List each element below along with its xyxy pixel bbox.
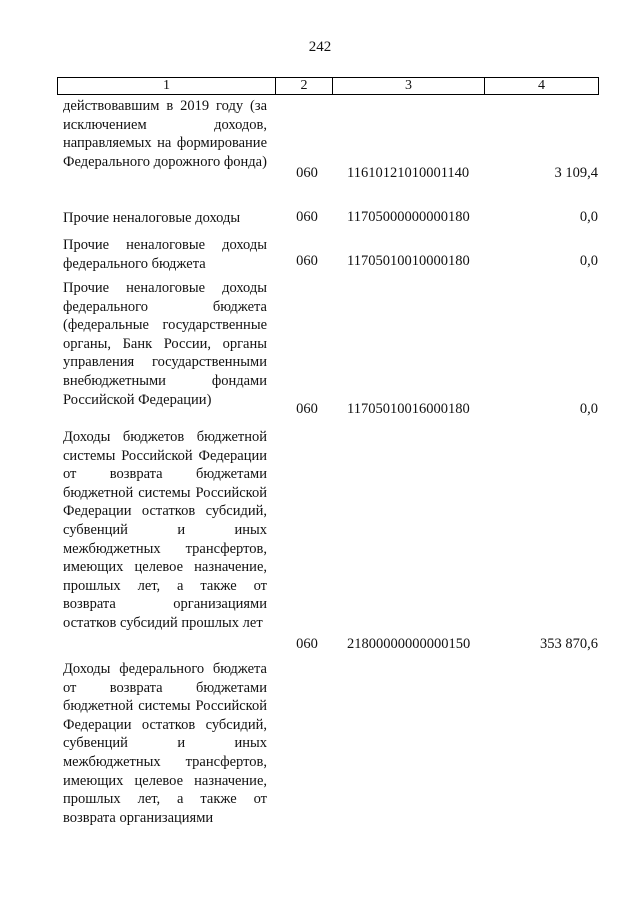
row-kbk: 11705000000000180 xyxy=(347,209,470,225)
row-code: 060 xyxy=(296,636,318,652)
header-col-2: 2 xyxy=(275,78,332,94)
row-kbk: 21800000000000150 xyxy=(347,636,471,652)
row-code: 060 xyxy=(296,253,318,269)
row-code: 060 xyxy=(296,165,318,181)
table-header xyxy=(57,77,599,95)
row-amount: 353 870,6 xyxy=(540,636,598,652)
row-name: Прочие неналоговые доходы xyxy=(63,210,241,226)
header-col-4: 4 xyxy=(484,78,598,94)
row-amount: 0,0 xyxy=(579,253,598,269)
row-kbk: 11705010010000180 xyxy=(347,253,470,269)
row-amount: 3 109,4 xyxy=(554,165,598,181)
row-code: 060 xyxy=(296,401,318,417)
row-name: Прочие неналоговые доходы федерального бюджета (федеральные государственные органы, Банк России, органы управления государственными внебюджетными фондами Российской Федерации) xyxy=(63,280,267,408)
row-kbk: 11610121010001140 xyxy=(347,165,470,181)
row-name: Прочие неналоговые доходы федерального бюджета xyxy=(63,237,267,272)
header-col-3: 3 xyxy=(332,78,484,94)
page-number: 242 xyxy=(308,39,332,55)
row-code: 060 xyxy=(296,209,318,225)
row-name: Доходы федерального бюджета от возврата бюджетами бюджетной системы Российской Федерации остатков субсидий, субвенций и иных межбюджетных трансфертов, имеющих целевое назначение, прошлых лет, а также от возврата организациями xyxy=(63,661,267,826)
header-col-1: 1 xyxy=(163,78,170,93)
row-name: действовавшим в 2019 году (за исключением доходов, направляемых на формирование Федерального дорожного фонда) xyxy=(63,98,267,170)
row-amount: 0,0 xyxy=(579,209,598,225)
row-name: Доходы бюджетов бюджетной системы Российской Федерации от возврата бюджетами бюджетной системы Российской Федерации остатков субсидий, субвенций и иных межбюджетных трансфертов, имеющих целевое назначение, прошлых лет, а также от возврата организациями остатков субсидий прошлых лет xyxy=(63,429,267,631)
row-kbk: 11705010016000180 xyxy=(347,401,470,417)
row-amount: 0,0 xyxy=(579,401,598,417)
